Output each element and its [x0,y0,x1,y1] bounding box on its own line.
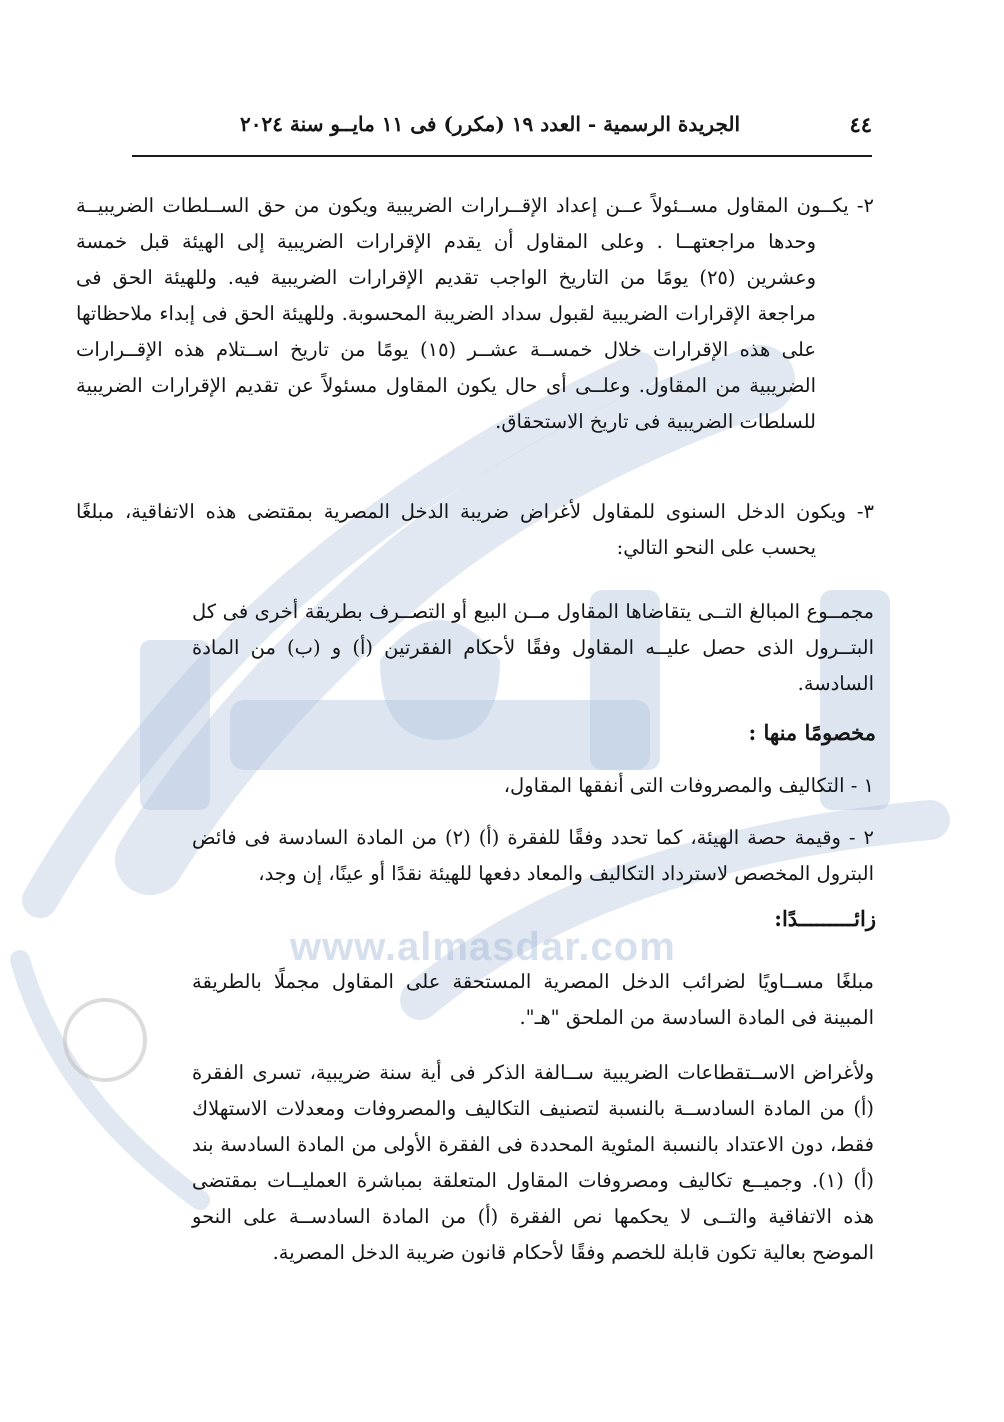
sum-paragraph: مجمــوع المبالغ التــى يتقاضاها المقاول مــن البيع أو التصــرف بطريقة أخرى فى كل البتــرول الذى حصل عليــه المقاول وفقًا لأحكام الفقرتين (أ) و (ب) من المادة السادسة. [192,600,874,695]
page-header [132,112,872,152]
clause-3: ٣- ويكون الدخل السنوى للمقاول لأغراض ضريبة الدخل المصرية بمقتضى هذه الاتفاقية، مبلغًا يحسب على النحو التالي: [76,500,874,559]
header-rule [132,155,872,157]
closing-paragraph: ولأغراض الاســتقطاعات الضريبية ســالفة الذكر فى أية سنة ضريبية، تسرى الفقرة (أ) من المادة السادســة بالنسبة لتصنيف التكاليف والمصروفات ومعدلات الاستهلاك فقط، دون الاعتداد بالنسبة المئوية المحددة فى الفقرة الأولى من المادة السادسة بند (أ) (١). وجميــع تكاليف ومصروفات المقاول المتعلقة بمباشرة العمليــات بمقتضى هذه الاتفاقية والتــى لا يحكمها نص الفقرة (أ) من المادة السادســة على النحو الموضح بعالية تكون قابلة للخصم وفقًا لأحكام قانون ضريبة الدخل المصرية. [192,1061,874,1264]
clause-2: ٢- يكــون المقاول مســئولاً عــن إعداد الإقــرارات الضريبية ويكون من حق الســلطات الضريبيــة وحدها مراجعتهــا . وعلى المقاول أن يقدم الإقرارات الضريبية إلى الهيئة قبل خمسة وعشرين (٢٥) يومًا من التاريخ الواجب تقديم الإقرارات الضريبية فيه. وللهيئة الحق فى مراجعة الإقرارات الضريبية لقبول سداد الضريبة المحسوبة. وللهيئة الحق فى إبداء ملاحظاتها على هذه الإقرارات خلال خمســة عشــر (١٥) يومًا من تاريخ اســتلام هذه الإقــرارات الضريبية من المقاول. وعلــى أى حال يكون المقاول مسئولاً عن تقديم الإقرارات الضريبية للسلطات الضريبية فى تاريخ الاستحقاق. [76,194,874,433]
watermark-url: www.almasdar.com [290,925,676,969]
running-head: الجريدة الرسمية - العدد ١٩ (مكرر) فى ١١ مايــو سنة ٢٠٢٤ [240,112,741,136]
additions-heading: زائـــــــــدًا: [774,906,876,931]
page-number: ٤٤ [849,112,872,137]
deductions-heading: مخصومًا منها : [748,720,876,745]
deduction-item-1: ١ - التكاليف والمصروفات التى أنفقها المقاول، [503,774,874,797]
additions-paragraph: مبلغًا مســاويًا لضرائب الدخل المصرية المستحقة على المقاول مجملًا بالطريقة المبينة فى المادة السادسة من الملحق "هـ". [192,970,874,1029]
deduction-item-2: ٢ - وقيمة حصة الهيئة، كما تحدد وفقًا للفقرة (أ) (٢) من المادة السادسة فى فائض البترول المخصص لاسترداد التكاليف والمعاد دفعها للهيئة نقدًا أو عينًا، إن وجد، [192,826,874,885]
